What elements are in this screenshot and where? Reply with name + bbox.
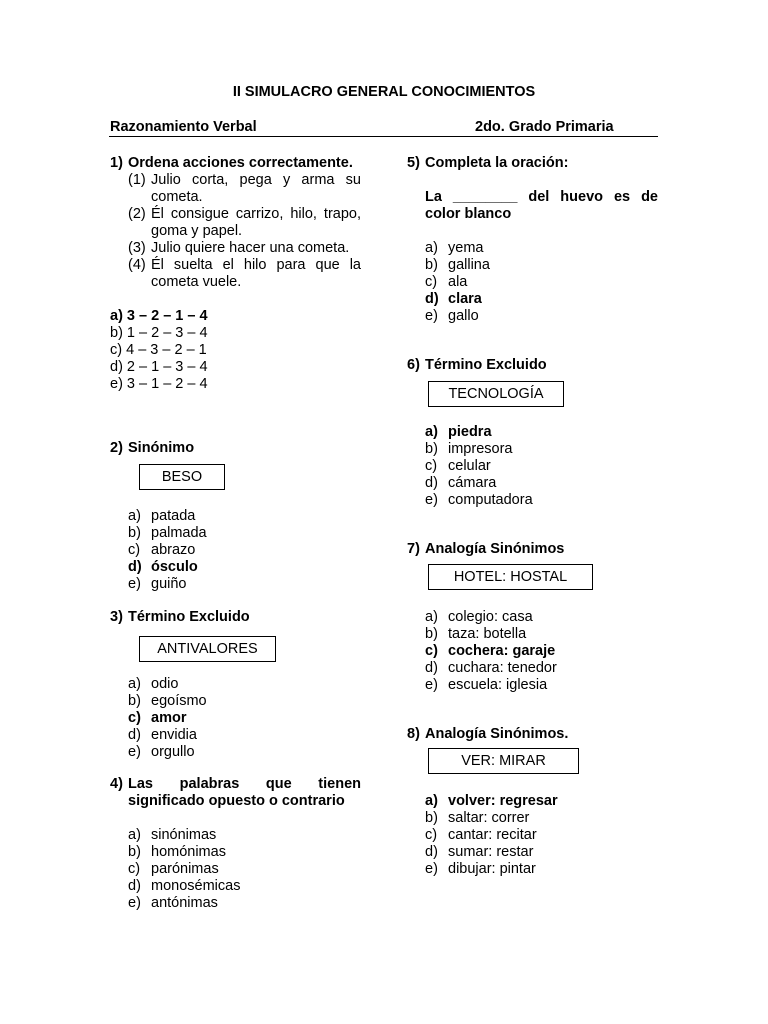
answer-option: b) saltar: correr — [425, 810, 530, 826]
fill-in-sentence: La ________ del huevo es de color blanco — [425, 189, 658, 222]
answer-option: e) dibujar: pintar — [425, 861, 536, 877]
answer-option: d) clara — [425, 291, 482, 307]
answer-option: e) escuela: iglesia — [425, 677, 548, 693]
answer-option: d) 2 – 1 – 3 – 4 — [110, 359, 208, 375]
answer-option: d) envidia — [128, 727, 197, 743]
question-2 — [110, 440, 361, 457]
answer-option: c) 4 – 3 – 2 – 1 — [110, 342, 207, 358]
answer-option: e) 3 – 1 – 2 – 4 — [110, 376, 208, 392]
answer-option: d) cámara — [425, 475, 497, 491]
answer-option: c) ala — [425, 274, 468, 290]
question-text: Ordena acciones correctamente. — [128, 155, 353, 171]
question-number: 6) — [407, 357, 420, 373]
question-8-options — [407, 793, 658, 878]
word-box: VER: MIRAR — [428, 748, 579, 774]
question-2-options — [110, 508, 361, 593]
question-1 — [110, 155, 361, 393]
answer-option: a) odio — [128, 676, 179, 692]
question-5 — [407, 155, 658, 325]
word-box: ANTIVALORES — [139, 636, 276, 662]
answer-option: d) cuchara: tenedor — [425, 660, 557, 676]
answer-option: b) palmada — [128, 525, 207, 541]
answer-option: a) volver: regresar — [425, 793, 558, 809]
word-box: TECNOLOGÍA — [428, 381, 564, 407]
answer-option: e) antónimas — [128, 895, 218, 911]
question-text: Analogía Sinónimos. — [425, 726, 569, 742]
list-item: (1) Julio corta, pega y arma su cometa. — [128, 172, 361, 205]
answer-option: b) impresora — [425, 441, 513, 457]
question-text: Las palabras que tienen significado opuesto o contrario — [128, 776, 361, 809]
answer-option: e) gallo — [425, 308, 479, 324]
page-title: II SIMULACRO GENERAL CONOCIMIENTOS — [232, 84, 536, 100]
answer-option: a) colegio: casa — [425, 609, 533, 625]
answer-option: c) cochera: garaje — [425, 643, 556, 659]
question-text: Completa la oración: — [425, 155, 569, 171]
question-number: 5) — [407, 155, 420, 171]
answer-option: e) orgullo — [128, 744, 195, 760]
question-number: 7) — [407, 541, 420, 557]
grade-label: 2do. Grado Primaria — [475, 119, 614, 135]
answer-option: b) taza: botella — [425, 626, 527, 642]
answer-option: a) sinónimas — [128, 827, 217, 843]
answer-option: b) homónimas — [128, 844, 226, 860]
answer-option: c) abrazo — [128, 542, 196, 558]
list-item: (3) Julio quiere hacer una cometa. — [128, 240, 350, 256]
answer-option: e) computadora — [425, 492, 533, 508]
answer-option: b) 1 – 2 – 3 – 4 — [110, 325, 208, 341]
answer-option: c) celular — [425, 458, 491, 474]
answer-option: c) amor — [128, 710, 187, 726]
answer-option: c) parónimas — [128, 861, 219, 877]
answer-option: b) gallina — [425, 257, 490, 273]
question-3 — [110, 609, 361, 626]
question-8 — [407, 726, 658, 743]
header-divider — [109, 136, 658, 137]
question-text: Término Excluido — [128, 609, 250, 625]
question-number: 1) — [110, 155, 123, 171]
word-box: BESO — [139, 464, 225, 490]
question-7-options — [407, 609, 658, 694]
question-6 — [407, 357, 658, 374]
answer-option: c) cantar: recitar — [425, 827, 537, 843]
question-number: 4) — [110, 776, 123, 792]
answer-option: d) ósculo — [128, 559, 198, 575]
answer-option: e) guiño — [128, 576, 187, 592]
question-7 — [407, 541, 658, 558]
answer-option: a) 3 – 2 – 1 – 4 — [110, 308, 208, 324]
question-text: Analogía Sinónimos — [425, 541, 565, 557]
question-6-options — [407, 424, 658, 509]
question-3-options — [110, 676, 361, 761]
list-item: (4) Él suelta el hilo para que la cometa vuele. — [128, 257, 361, 290]
answer-option: a) patada — [128, 508, 196, 524]
answer-option: a) yema — [425, 240, 484, 256]
list-item: (2) Él consigue carrizo, hilo, trapo, goma y papel. — [128, 206, 361, 239]
question-number: 3) — [110, 609, 123, 625]
question-text: Sinónimo — [128, 440, 195, 456]
question-text: Término Excluido — [425, 357, 547, 373]
question-number: 2) — [110, 440, 123, 456]
answer-option: d) sumar: restar — [425, 844, 534, 860]
answer-option: a) piedra — [425, 424, 492, 440]
subject-label: Razonamiento Verbal — [110, 119, 257, 135]
word-box: HOTEL: HOSTAL — [428, 564, 593, 590]
answer-option: d) monosémicas — [128, 878, 241, 894]
question-4 — [110, 776, 361, 912]
question-number: 8) — [407, 726, 420, 742]
answer-option: b) egoísmo — [128, 693, 207, 709]
